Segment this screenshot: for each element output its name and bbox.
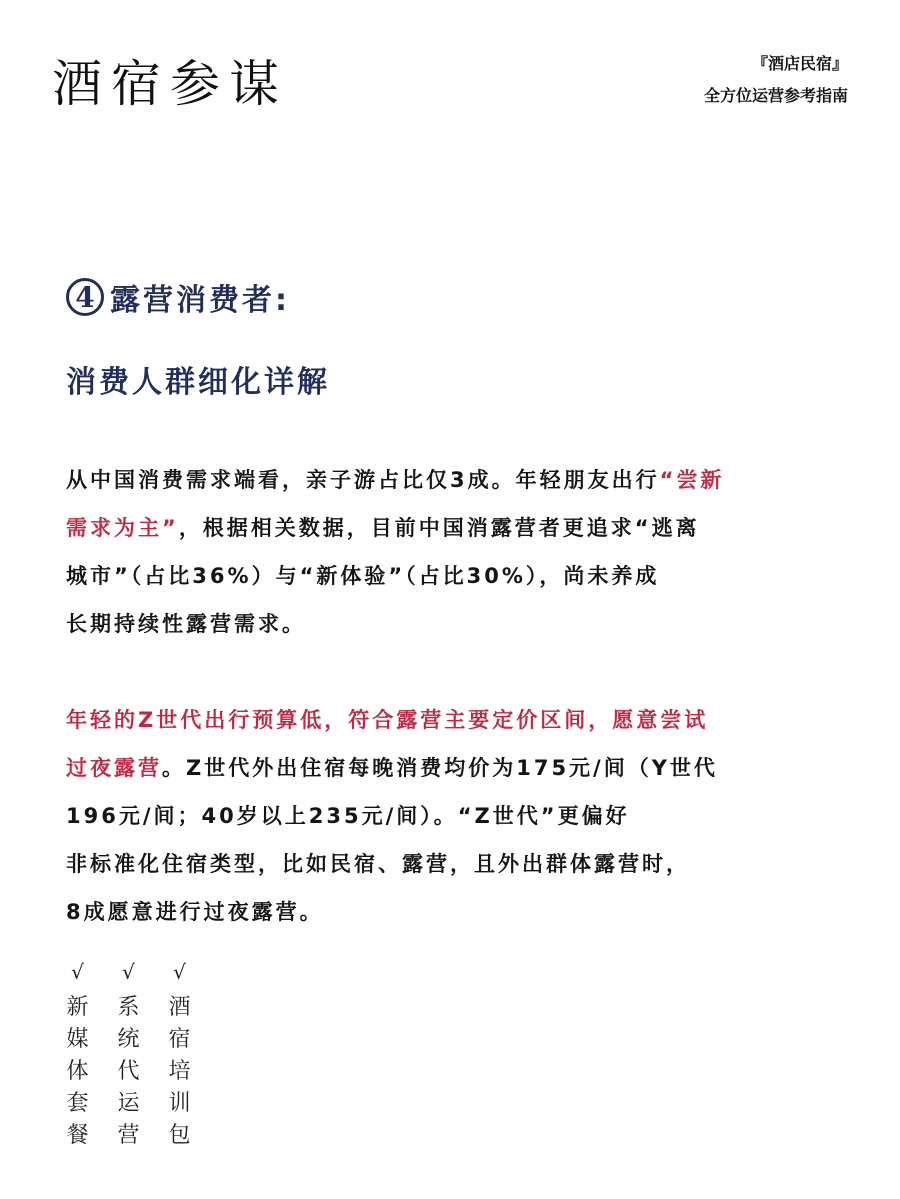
paragraph-line bbox=[66, 456, 856, 504]
paragraph-family-travel bbox=[66, 456, 856, 648]
paragraph-line: 年轻的Z世代出行预算低，符合露营主要定价区间，愿意尝试 bbox=[66, 708, 709, 732]
checklist-char: 系 bbox=[117, 995, 140, 1020]
tagline-category: 『酒店民宿』 bbox=[751, 54, 848, 73]
text-span: ，根据相关数据，目前中国消露营者更追求“逃离 bbox=[178, 516, 700, 540]
checklist-char: 餐 bbox=[66, 1123, 89, 1148]
section-number-badge: 4 bbox=[66, 278, 104, 316]
text-span: 。Z世代外出住宿每晚消费均价为175元/间（Y世代 bbox=[162, 756, 718, 780]
section-subtitle: 消费人群细化详解 bbox=[66, 365, 330, 400]
check-icon: √ bbox=[173, 960, 186, 984]
checklist-char: 套 bbox=[66, 1091, 89, 1116]
paragraph-line: 8成愿意进行过夜露营。 bbox=[66, 900, 324, 924]
checklist-char: 酒 bbox=[168, 995, 191, 1020]
checklist-char: 培 bbox=[168, 1059, 191, 1084]
section-heading bbox=[66, 272, 330, 404]
checklist-column-operations bbox=[103, 952, 154, 1152]
checklist-char: 新 bbox=[66, 995, 89, 1020]
checklist-char: 宿 bbox=[168, 1027, 191, 1052]
paragraph-line bbox=[66, 744, 856, 792]
checklist-char: 营 bbox=[117, 1123, 140, 1148]
checklist-char: 媒 bbox=[66, 1027, 89, 1052]
highlight-text: 需求为主” bbox=[66, 516, 179, 540]
checklist-char: 训 bbox=[168, 1091, 191, 1116]
tagline bbox=[704, 48, 848, 112]
checklist-char: 体 bbox=[66, 1059, 89, 1084]
paragraph-line: 196元/间；40岁以上235元/间）。“Z世代”更偏好 bbox=[66, 804, 630, 828]
highlight-text: 过夜露营 bbox=[66, 756, 162, 780]
checklist-char: 代 bbox=[117, 1059, 140, 1084]
section-title: 露营消费者: bbox=[110, 283, 290, 318]
paragraph-line: 城市”（占比36%）与“新体验”（占比30%），尚未养成 bbox=[66, 564, 660, 588]
brand-title: 酒宿参谋 bbox=[52, 55, 288, 113]
check-icon: √ bbox=[71, 960, 84, 984]
checklist-char: 统 bbox=[117, 1027, 140, 1052]
paragraph-gen-z bbox=[66, 696, 856, 936]
check-icon: √ bbox=[122, 960, 135, 984]
checklist-column-new-media bbox=[52, 952, 103, 1152]
checklist-char: 运 bbox=[117, 1091, 140, 1116]
checklist-column-training bbox=[154, 952, 205, 1152]
highlight-text: “尝新 bbox=[659, 468, 725, 492]
paragraph-line: 长期持续性露营需求。 bbox=[66, 612, 306, 636]
text-span: 从中国消费需求端看，亲子游占比仅3成。年轻朋友出行 bbox=[66, 468, 660, 492]
checklist-char: 包 bbox=[168, 1123, 191, 1148]
service-checklist bbox=[52, 952, 205, 1152]
tagline-description: 全方位运营参考指南 bbox=[703, 86, 848, 105]
paragraph-line: 非标准化住宿类型，比如民宿、露营，且外出群体露营时， bbox=[66, 852, 690, 876]
paragraph-line bbox=[66, 504, 856, 552]
